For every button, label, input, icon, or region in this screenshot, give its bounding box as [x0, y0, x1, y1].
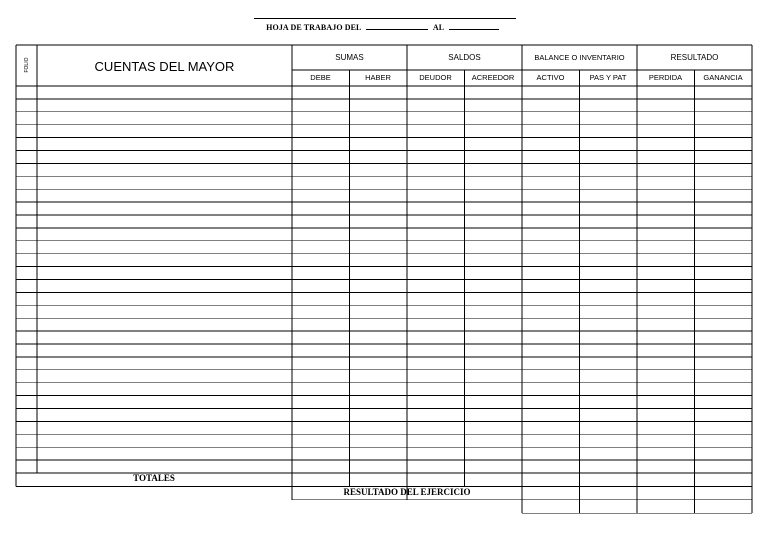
group-header-balance: BALANCE O INVENTARIO: [534, 53, 625, 62]
col-header-pas-y-pat: PAS Y PAT: [589, 73, 627, 82]
group-header-sumas: SUMAS: [335, 53, 364, 62]
group-header-saldos: SALDOS: [448, 53, 481, 62]
col-header-activo: ACTIVO: [536, 73, 565, 82]
col-header-acreedor: ACREEDOR: [471, 73, 515, 82]
col-header-haber: HABER: [365, 73, 391, 82]
totals-label: TOTALES: [133, 473, 175, 483]
title-connector: AL: [432, 23, 444, 32]
col-header-deudor: DEUDOR: [419, 73, 452, 82]
title-text: HOJA DE TRABAJO DEL: [266, 23, 362, 32]
result-label: RESULTADO DEL EJERCICIO: [343, 487, 471, 497]
col-header-perdida: PERDIDA: [648, 73, 683, 82]
col-header-debe: DEBE: [310, 73, 331, 82]
group-header-resultado: RESULTADO: [670, 53, 719, 62]
accounts-header: CUENTAS DEL MAYOR: [94, 59, 235, 74]
folio-header: FOLIO: [24, 57, 30, 73]
col-header-ganancia: GANANCIA: [703, 73, 743, 82]
